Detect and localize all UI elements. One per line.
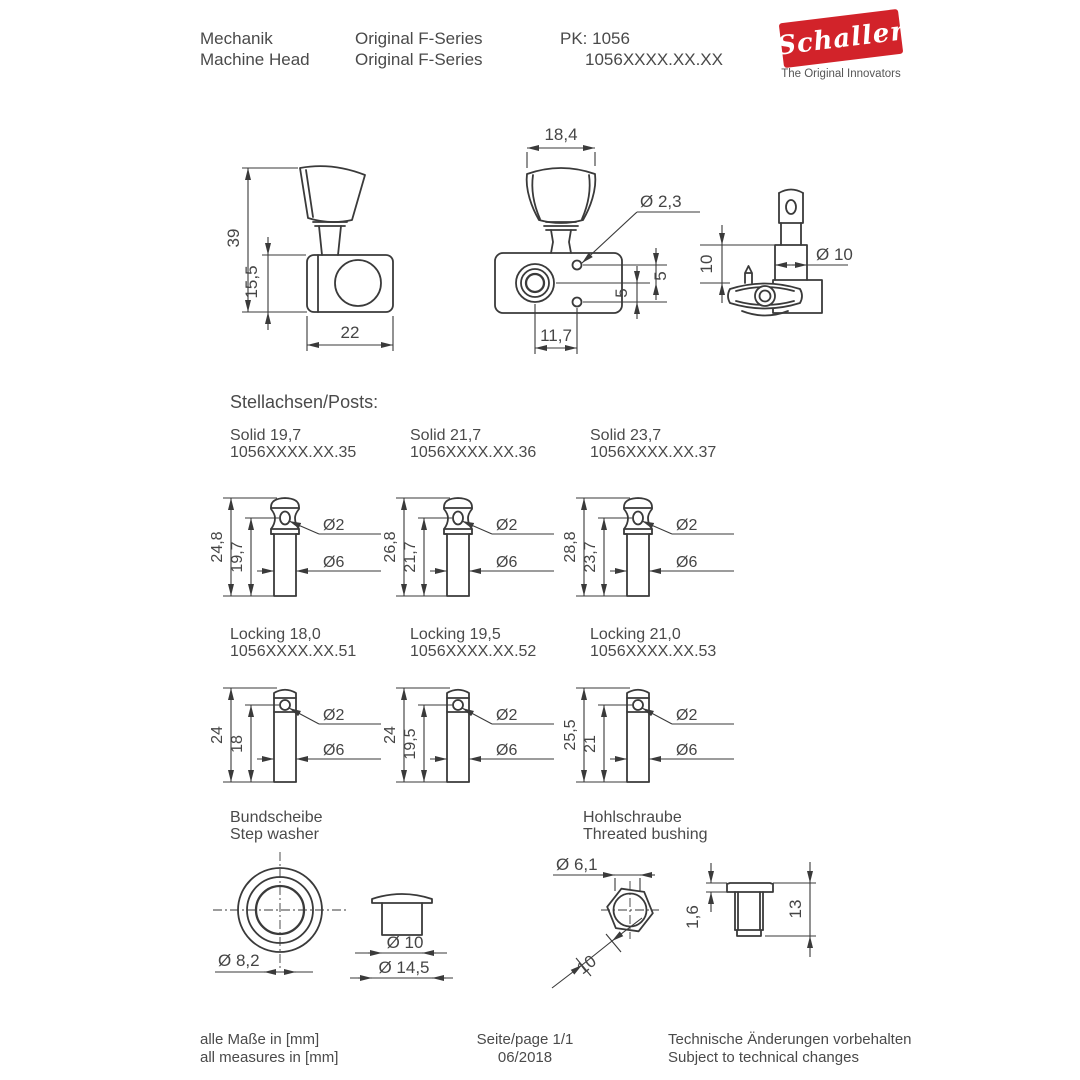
series-line2: Original F-Series <box>355 50 483 69</box>
dim-post-dia: Ø6 <box>496 742 518 759</box>
dim-pin-offset-lower: 5 <box>612 288 631 298</box>
product-label-de: Mechanik <box>200 29 273 48</box>
dim-post-partial: 23,7 <box>582 541 599 573</box>
dim-bushing-dia: Ø 10 <box>816 245 853 264</box>
schaller-logo-box <box>775 9 907 68</box>
machine-head-side-view <box>210 125 410 375</box>
post-label-solid-197 <box>230 428 356 461</box>
post-code: 1056XXXX.XX.51 <box>230 642 357 660</box>
dim-washer-body: Ø 10 <box>386 933 424 952</box>
footer-date: 06/2018 <box>497 1048 553 1066</box>
dim-pin-hole: Ø 2,3 <box>640 192 682 211</box>
part-pk: PK: 1056 <box>560 29 630 48</box>
dim-pin-offset-upper: 5 <box>651 271 670 281</box>
front-view-outline <box>495 168 622 313</box>
footer-notice-de: Technische Änderungen vorbehalten <box>668 1031 912 1048</box>
bushing-name-de: Hohlschraube <box>583 809 682 826</box>
dimension-lines <box>396 688 554 782</box>
washer-side-view <box>335 882 465 997</box>
dim-post-total: 24,8 <box>209 531 226 563</box>
machine-head-top-view <box>690 173 860 338</box>
dim-post-partial: 21,7 <box>402 541 419 573</box>
dim-housing-width: 22 <box>340 323 360 342</box>
post-label-solid-217 <box>410 428 536 461</box>
dimension-lines <box>223 498 381 596</box>
dim-housing-height: 15,5 <box>242 265 261 299</box>
post-name: Solid 19,7 <box>230 427 302 444</box>
dim-washer-flange: Ø 14,5 <box>378 958 430 977</box>
dim-bushing-flange: 1,6 <box>683 905 702 929</box>
post-name: Solid 21,7 <box>410 427 482 444</box>
post-outline <box>627 690 649 782</box>
dim-post-hole: Ø2 <box>323 517 345 534</box>
dim-post-total: 24 <box>209 726 226 744</box>
dim-post-hole: Ø2 <box>496 517 518 534</box>
dim-post-total: 28,8 <box>562 531 579 563</box>
dim-post-hole: Ø2 <box>496 707 518 724</box>
post-outline <box>274 690 296 782</box>
footer-units <box>200 1031 338 1066</box>
product-label-en: Machine Head <box>200 50 310 69</box>
post-name: Locking 19,5 <box>410 626 501 643</box>
dim-bushing-hole: Ø 6,1 <box>556 855 598 874</box>
dimension-lines <box>576 498 734 596</box>
post-label-locking-195 <box>410 627 536 660</box>
post-label-locking-180 <box>230 627 356 660</box>
washer-name-en: Step washer <box>230 825 319 843</box>
dim-hole-spacing: 11,7 <box>540 326 572 345</box>
top-view-outline <box>728 190 822 316</box>
dim-post-dia: Ø6 <box>323 554 345 571</box>
machine-head-front-view <box>460 120 710 370</box>
dim-button-width: 18,4 <box>544 125 578 144</box>
dim-post-dia: Ø6 <box>676 742 698 759</box>
posts-section-heading: Stellachsen/Posts: <box>230 392 379 412</box>
side-view-outline <box>300 166 393 312</box>
front-view-dimension-lines <box>527 148 700 354</box>
dimension-lines <box>223 688 381 782</box>
dim-bushing-wrench: 10 <box>573 951 600 978</box>
dim-washer-inner: Ø 8,2 <box>218 951 260 970</box>
dim-total-height: 39 <box>224 228 243 248</box>
footer-units-de: alle Maße in [mm] <box>200 1031 320 1048</box>
dim-post-total: 26,8 <box>382 531 399 563</box>
post-name: Locking 21,0 <box>590 626 681 643</box>
dim-post-total: 24 <box>382 726 399 744</box>
dim-post-partial: 21 <box>582 735 599 753</box>
dimension-lines <box>576 688 734 782</box>
post-name: Locking 18,0 <box>230 626 321 643</box>
post-label-solid-237 <box>590 428 716 461</box>
footer-notice <box>668 1031 912 1066</box>
dim-post-hole: Ø2 <box>676 517 698 534</box>
washer-label <box>230 810 323 843</box>
dim-post-dia: Ø6 <box>676 554 698 571</box>
header-part <box>560 28 723 70</box>
bushing-side-view <box>680 850 830 980</box>
dim-post-hole: Ø2 <box>323 707 345 724</box>
bushing-name-en: Threated bushing <box>583 825 708 843</box>
post-outline <box>624 498 652 596</box>
dim-post-partial: 19,5 <box>402 728 419 760</box>
footer-page <box>440 1031 610 1066</box>
footer-notice-en: Subject to technical changes <box>668 1048 859 1066</box>
dim-bushing-height: 13 <box>786 899 805 919</box>
part-number: 1056XXXX.XX.XX <box>585 50 723 69</box>
footer-units-en: all measures in [mm] <box>200 1048 339 1066</box>
header-product <box>200 28 310 70</box>
post-code: 1056XXXX.XX.37 <box>590 443 717 461</box>
post-code: 1056XXXX.XX.36 <box>410 443 537 461</box>
dim-post-hole: Ø2 <box>676 707 698 724</box>
washer-outline <box>372 894 432 935</box>
post-name: Solid 23,7 <box>590 427 662 444</box>
post-drawing-solid-237 <box>558 478 773 620</box>
dim-bushing-depth: 10 <box>697 254 716 274</box>
post-outline <box>271 498 299 596</box>
dim-post-partial: 19,7 <box>229 541 246 573</box>
post-outline <box>444 498 472 596</box>
post-drawing-locking-210 <box>558 666 773 808</box>
post-code: 1056XXXX.XX.52 <box>410 642 537 660</box>
schaller-logo <box>775 14 907 80</box>
post-outline <box>447 690 469 782</box>
schaller-logo-tagline: The Original Innovators <box>781 68 901 80</box>
post-label-locking-210 <box>590 627 716 660</box>
schaller-logo-text: Schaller <box>775 15 907 62</box>
bushing-outline <box>727 883 773 936</box>
bushing-label <box>583 810 708 843</box>
dim-post-dia: Ø6 <box>496 554 518 571</box>
post-code: 1056XXXX.XX.53 <box>590 642 717 660</box>
bushing-top-view <box>540 845 690 1010</box>
dim-post-total: 25,5 <box>562 719 579 751</box>
dim-post-partial: 18 <box>229 735 246 753</box>
footer-page-number: Seite/page 1/1 <box>476 1031 574 1048</box>
dimension-lines <box>396 498 554 596</box>
post-code: 1056XXXX.XX.35 <box>230 443 357 461</box>
header-series <box>355 28 483 70</box>
dim-post-dia: Ø6 <box>323 742 345 759</box>
washer-name-de: Bundscheibe <box>230 809 323 826</box>
series-line1: Original F-Series <box>355 29 483 48</box>
